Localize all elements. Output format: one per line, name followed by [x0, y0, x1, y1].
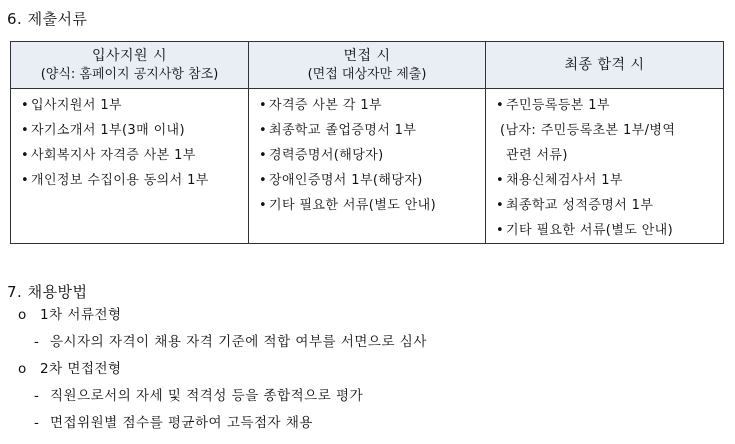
column-header-interview	[249, 42, 486, 89]
column-header-final	[486, 42, 724, 89]
list-item	[21, 118, 246, 143]
dash-bullet-icon: -	[34, 388, 40, 404]
bullet-icon: •	[21, 98, 30, 113]
list-item	[259, 168, 483, 193]
item-text: 기타 필요한 서류(별도 안내)	[506, 223, 674, 238]
bullet-icon: •	[259, 198, 268, 213]
dash-bullet-icon: -	[34, 334, 40, 350]
list-item	[21, 93, 246, 118]
item-text: 최종학교 졸업증명서 1부	[269, 123, 417, 138]
step-2-description-2	[34, 413, 313, 433]
item-text: 개인정보 수집이용 동의서 1부	[31, 173, 209, 188]
item-text: 최종학교 성적증명서 1부	[506, 198, 654, 213]
step-1-heading	[18, 305, 122, 325]
bullet-icon: •	[496, 198, 505, 213]
step-2-heading	[18, 359, 122, 379]
column-title: 면접 시	[343, 47, 391, 64]
column-title: 최종 합격 시	[564, 56, 645, 73]
column-subtitle: (양식: 홈페이지 공지사항 참조)	[40, 66, 219, 82]
circle-bullet-icon: o	[18, 361, 27, 377]
item-text: 장애인증명서 1부(해당자)	[269, 173, 423, 188]
list-item	[496, 218, 721, 243]
bullet-icon: •	[496, 223, 505, 238]
bullet-icon: •	[259, 148, 268, 163]
item-text: 주민등록등본 1부	[506, 98, 610, 113]
dash-bullet-icon: -	[34, 415, 40, 431]
bullet-icon: •	[496, 98, 505, 113]
column-title: 입사지원 시	[91, 47, 168, 64]
list-item	[21, 143, 246, 168]
bullet-icon: •	[21, 123, 30, 138]
list-item	[21, 168, 246, 193]
column-subtitle: (면접 대상자만 제출)	[307, 66, 427, 82]
bullet-icon: •	[259, 173, 268, 188]
step-2-description-1	[34, 386, 363, 406]
item-text: 자기소개서 1부(3매 이내)	[31, 123, 185, 138]
documents-table	[10, 41, 724, 244]
bullet-icon: •	[21, 148, 30, 163]
step-text: 응시자의 자격이 채용 자격 기준에 적합 여부를 서면으로 심사	[50, 334, 427, 350]
item-text: 입사지원서 1부	[31, 98, 122, 113]
list-item	[496, 93, 721, 118]
list-item	[496, 193, 721, 218]
step-text: 직원으로서의 자세 및 적격성 등을 종합적으로 평가	[50, 388, 364, 404]
list-item-note: (남자: 주민등록초본 1부/병역	[500, 123, 676, 138]
item-text: 기타 필요한 서류(별도 안내)	[269, 198, 437, 213]
item-text: 채용신체검사서 1부	[506, 173, 623, 188]
bullet-icon: •	[259, 123, 268, 138]
list-item	[496, 168, 721, 193]
step-1-description	[34, 332, 427, 352]
step-text: 2차 면접전형	[40, 361, 122, 377]
step-text: 면접위원별 점수를 평균하여 고득점자 채용	[50, 415, 313, 431]
column-header-application	[11, 42, 249, 89]
list-item	[259, 118, 483, 143]
section-6-title: 6. 제출서류	[7, 10, 88, 28]
list-item	[259, 93, 483, 118]
bullet-icon: •	[259, 98, 268, 113]
list-item	[259, 143, 483, 168]
item-text: 자격증 사본 각 1부	[269, 98, 382, 113]
final-documents-cell	[486, 89, 724, 244]
circle-bullet-icon: o	[18, 307, 27, 323]
item-text: 경력증명서(해당자)	[269, 148, 384, 163]
list-item	[259, 193, 483, 218]
item-text: 사회복지사 자격증 사본 1부	[31, 148, 196, 163]
interview-documents-cell	[249, 89, 486, 244]
application-documents-cell	[11, 89, 249, 244]
list-item-note: 관련 서류)	[506, 148, 568, 163]
section-7-title: 7. 채용방법	[7, 283, 88, 301]
bullet-icon: •	[496, 173, 505, 188]
bullet-icon: •	[21, 173, 30, 188]
step-text: 1차 서류전형	[40, 307, 122, 323]
